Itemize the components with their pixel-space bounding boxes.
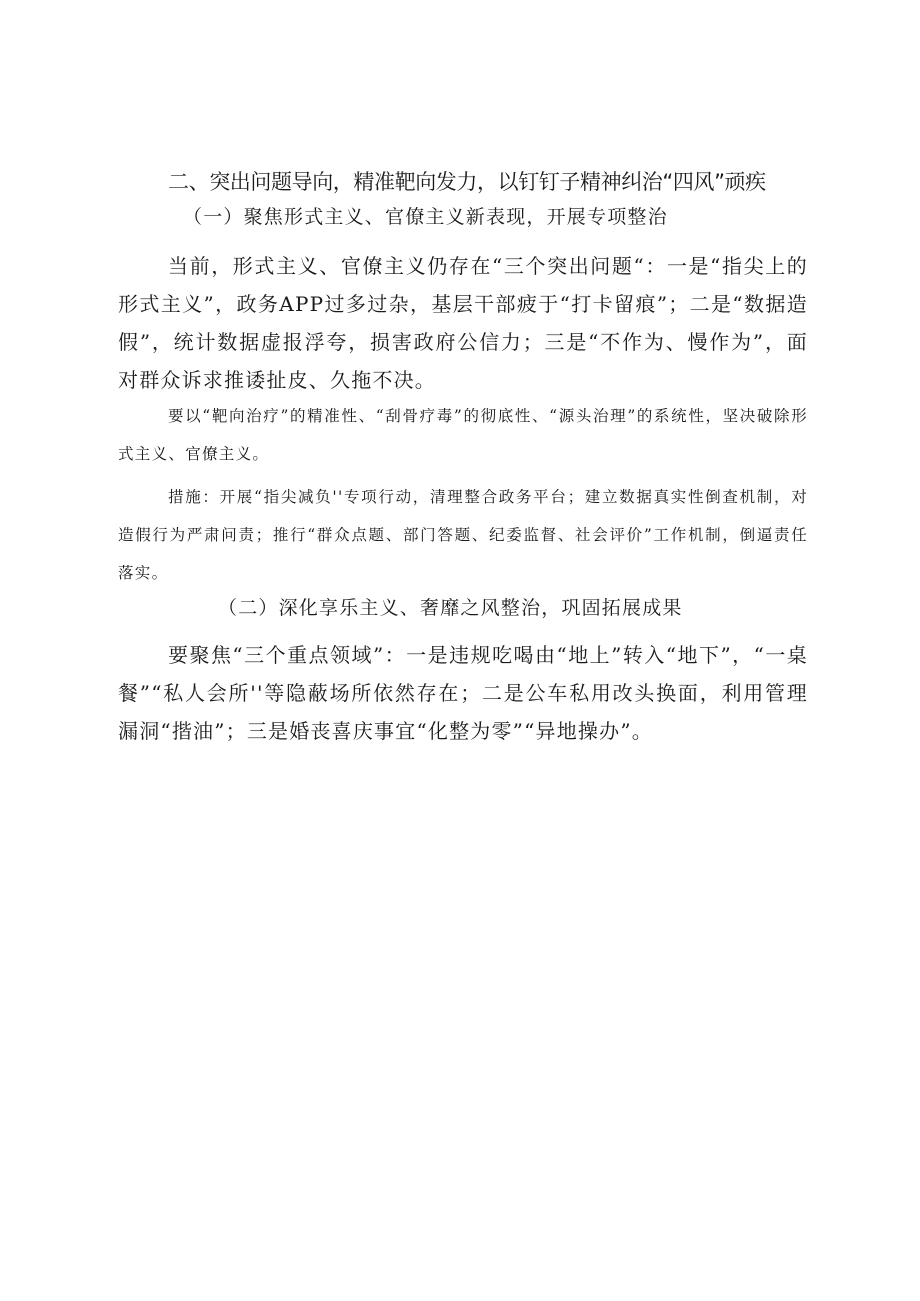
section-1-title: （一）聚焦形式主义、官僚主义新表现，开展专项整治	[183, 206, 668, 228]
section-2-title: （二）深化享乐主义、奢靡之风整治，巩固拓展成果	[218, 597, 683, 619]
section-1-paragraph-measures: 措施：开展“指尖减负''专项行动，清理整合政务平台；建立数据真实性倒查机制，对造假行为严肃问责；推行“群众点题、部门答题、纪委监督、社会评价”工作机制，倒逼责任落实。	[118, 488, 808, 582]
section-1-paragraph-problems: 当前，形式主义、官僚主义仍存在“三个突出问题“：一是“指尖上的形式主义”，政务APP过多过杂，基层干部疲于“打卡留痕”；二是“数据造假”，统计数据虚报浮夸，损害政府公信力；三是“不作为、慢作为”，面对群众诉求推诿扯皮、久拖不决。	[118, 254, 808, 392]
section-2-paragraph-focus: 要聚焦“三个重点领域”：一是违规吃喝由“地上”转入“地下”，“一桌餐”“私人会所''等隐蔽场所依然存在；二是公车私用改头换面，利用管理漏洞“揩油”；三是婚丧喜庆事宜“化整为零”“异地操办”。	[118, 643, 808, 743]
chapter-heading: 二、突出问题导向，精准靶向发力，以钉钉子精神纠治“四风”顽疾	[168, 170, 766, 194]
section-1-paragraph-requirement: 要以“靶向治疗”的精准性、“刮骨疗毒”的彻底性、“源头治理”的系统性，坚决破除形式主义、官僚主义。	[118, 407, 808, 463]
